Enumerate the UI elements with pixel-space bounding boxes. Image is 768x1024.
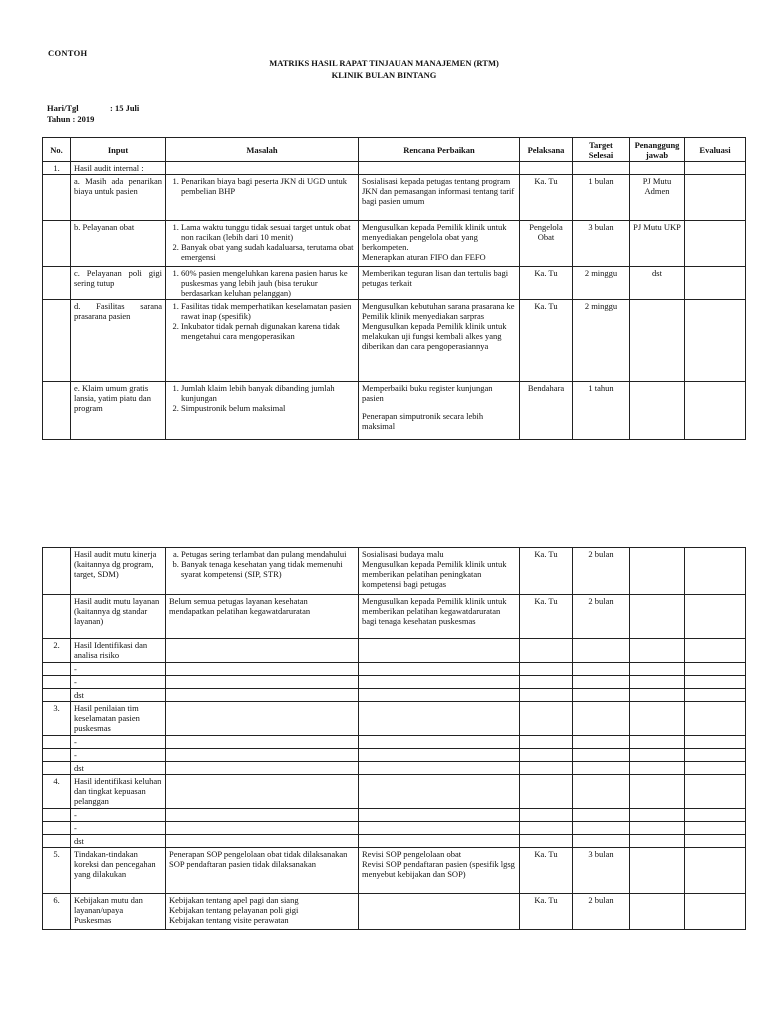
rtm-table-part-1 bbox=[42, 137, 746, 440]
table-row bbox=[43, 809, 746, 822]
row-rencana bbox=[359, 221, 520, 267]
table-row bbox=[43, 894, 746, 930]
masalah-line: Kebijakan tentang pelayanan poli gigi bbox=[169, 905, 299, 915]
row-target: 3 bulan bbox=[573, 848, 630, 894]
row-masalah bbox=[166, 300, 359, 382]
row-pelaksana: Ka. Tu bbox=[520, 848, 573, 894]
table-row bbox=[43, 736, 746, 749]
row-target: 2 minggu bbox=[573, 267, 630, 300]
table-row bbox=[43, 762, 746, 775]
table-row bbox=[43, 267, 746, 300]
header-pelaksana: Pelaksana bbox=[520, 138, 573, 162]
row-input: Hasil penilaian tim keselamatan pasien puskesmas bbox=[71, 702, 166, 736]
row-input: - bbox=[71, 809, 166, 822]
table-header-row bbox=[43, 138, 746, 162]
date-line bbox=[47, 103, 140, 113]
row-pelaksana: Ka. Tu bbox=[520, 300, 573, 382]
row-masalah bbox=[166, 175, 359, 221]
row-input: c. Pelayanan poli gigi sering tutup bbox=[71, 267, 166, 300]
row-no: 6. bbox=[43, 894, 71, 930]
row-rencana: Memberikan teguran lisan dan tertulis bagi petugas terkait bbox=[359, 267, 520, 300]
rencana-line: Mengusulkan kepada Pemilik klinik untuk melakukan uji fungsi kembali alkes yang diberikan dan cara pengoperasiannya bbox=[362, 321, 507, 351]
date-label: Hari/Tgl bbox=[47, 103, 79, 113]
row-masalah bbox=[166, 548, 359, 595]
list-item: 1. Jumlah klaim lebih banyak dibanding jumlah kunjungan bbox=[181, 383, 355, 403]
rencana-line: Mengusulkan kebutuhan sarana prasarana ke Pemilik klinik menyediakan sarpras bbox=[362, 301, 515, 321]
row-rencana bbox=[359, 382, 520, 440]
row-input: Hasil Identifikasi dan analisa risiko bbox=[71, 639, 166, 663]
row-target: 2 bulan bbox=[573, 548, 630, 595]
row-no: 5. bbox=[43, 848, 71, 894]
row-rencana bbox=[359, 848, 520, 894]
row-masalah bbox=[166, 382, 359, 440]
rencana-line: Menerapkan aturan FIFO dan FEFO bbox=[362, 252, 486, 262]
row-pj: PJ Mutu UKP bbox=[630, 221, 685, 267]
row-input: - bbox=[71, 663, 166, 676]
table-row bbox=[43, 548, 746, 595]
row-input: dst bbox=[71, 689, 166, 702]
row-input: dst bbox=[71, 835, 166, 848]
row-input: dst bbox=[71, 762, 166, 775]
row-masalah: Belum semua petugas layanan kesehatan mendapatkan pelatihan kegawatdaruratan bbox=[166, 595, 359, 639]
row-input: Tindakan-tindakan koreksi dan pencegahan yang dilakukan bbox=[71, 848, 166, 894]
example-label: CONTOH bbox=[48, 48, 88, 58]
document-subtitle: KLINIK BULAN BINTANG bbox=[331, 70, 437, 80]
table-row bbox=[43, 702, 746, 736]
table-row bbox=[43, 639, 746, 663]
rencana-line: Penerapan simputronik secara lebih maksimal bbox=[362, 411, 484, 431]
row-input: - bbox=[71, 749, 166, 762]
row-no: 2. bbox=[43, 639, 71, 663]
table-row bbox=[43, 162, 746, 175]
rtm-table-part-2 bbox=[42, 547, 746, 930]
rencana-line: Mengusulkan kepada Pemilik klinik untuk menyediakan pengelola obat yang berkompeten. bbox=[362, 222, 507, 252]
row-no: 1. bbox=[43, 162, 71, 175]
row-target: 2 minggu bbox=[573, 300, 630, 382]
row-pj: dst bbox=[630, 267, 685, 300]
list-item: 1. Penarikan biaya bagi peserta JKN di UGD untuk pembelian BHP bbox=[181, 176, 355, 196]
row-no: 4. bbox=[43, 775, 71, 809]
masalah-line: Penerapan SOP pengelolaan obat tidak dilaksanakan bbox=[169, 849, 348, 859]
table-row bbox=[43, 175, 746, 221]
header-masalah: Masalah bbox=[166, 138, 359, 162]
masalah-line: SOP pendaftaran pasien tidak dilaksanakan bbox=[169, 859, 316, 869]
list-item: 2. Banyak obat yang sudah kadaluarsa, terutama obat emergensi bbox=[181, 242, 355, 262]
list-item: 2. Simpustronik belum maksimal bbox=[181, 403, 355, 413]
masalah-line: Kebijakan tentang apel pagi dan siang bbox=[169, 895, 299, 905]
header-input: Input bbox=[71, 138, 166, 162]
row-input: - bbox=[71, 736, 166, 749]
document-title: MATRIKS HASIL RAPAT TINJAUAN MANAJEMEN (RTM) bbox=[269, 58, 499, 68]
rencana-line: Sosialisasi budaya malu bbox=[362, 549, 444, 559]
date-value: : 15 Juli bbox=[110, 103, 140, 113]
row-rencana bbox=[359, 300, 520, 382]
table-row bbox=[43, 300, 746, 382]
row-pelaksana: Ka. Tu bbox=[520, 548, 573, 595]
row-rencana: Mengusulkan kepada Pemilik klinik untuk memberikan pelatihan kegawatdaruratan bagi tenaga kesehatan puskesmas bbox=[359, 595, 520, 639]
table-row bbox=[43, 848, 746, 894]
row-input: a. Masih ada penarikan biaya untuk pasien bbox=[71, 175, 166, 221]
table-row bbox=[43, 382, 746, 440]
row-input: Kebijakan mutu dan layanan/upaya Puskesmas bbox=[71, 894, 166, 930]
table-row bbox=[43, 749, 746, 762]
header-evaluasi: Evaluasi bbox=[685, 138, 746, 162]
table-row bbox=[43, 663, 746, 676]
table-row bbox=[43, 221, 746, 267]
row-masalah bbox=[166, 221, 359, 267]
list-item: a. Petugas sering terlambat dan pulang mendahului bbox=[181, 549, 355, 559]
list-item: b. Banyak tenaga kesehatan yang tidak memenuhi syarat kompetensi (SIP, STR) bbox=[181, 559, 355, 579]
row-rencana bbox=[359, 548, 520, 595]
row-pelaksana: Pengelola Obat bbox=[520, 221, 573, 267]
row-input: Hasil audit mutu layanan (kaitannya dg standar layanan) bbox=[71, 595, 166, 639]
header-pj: Penanggung jawab bbox=[630, 138, 685, 162]
row-pj: PJ Mutu Admen bbox=[630, 175, 685, 221]
table-row bbox=[43, 835, 746, 848]
table-row bbox=[43, 822, 746, 835]
row-masalah bbox=[166, 894, 359, 930]
row-target: 1 bulan bbox=[573, 175, 630, 221]
row-pelaksana: Bendahara bbox=[520, 382, 573, 440]
rencana-line: Mengusulkan kepada Pemilik klinik untuk memberikan pelatihan peningkatan kompetensi bagi petugas bbox=[362, 559, 507, 589]
row-input: Hasil audit mutu kinerja (kaitannya dg program, target, SDM) bbox=[71, 548, 166, 595]
row-input: Hasil identifikasi keluhan dan tingkat kepuasan pelanggan bbox=[71, 775, 166, 809]
table-row bbox=[43, 689, 746, 702]
row-input: b. Pelayanan obat bbox=[71, 221, 166, 267]
rencana-line: Memperbaiki buku register kunjungan pasien bbox=[362, 383, 493, 403]
row-pelaksana: Ka. Tu bbox=[520, 267, 573, 300]
row-pelaksana: Ka. Tu bbox=[520, 894, 573, 930]
row-input: Hasil audit internal : bbox=[71, 162, 166, 175]
row-input: - bbox=[71, 822, 166, 835]
row-pelaksana: Ka. Tu bbox=[520, 595, 573, 639]
row-target: 2 bulan bbox=[573, 894, 630, 930]
row-input: d. Fasilitas sarana prasarana pasien bbox=[71, 300, 166, 382]
row-pelaksana: Ka. Tu bbox=[520, 175, 573, 221]
list-item: 1. Fasilitas tidak memperhatikan keselamatan pasien rawat inap (spesifik) bbox=[181, 301, 355, 321]
row-input: - bbox=[71, 676, 166, 689]
row-rencana: Sosialisasi kepada petugas tentang program JKN dan pemasangan informasi tentang tarif bagi pasien umum bbox=[359, 175, 520, 221]
header-target: Target Selesai bbox=[573, 138, 630, 162]
year-line: Tahun : 2019 bbox=[47, 114, 95, 124]
row-masalah bbox=[166, 267, 359, 300]
masalah-line: Kebijakan tentang visite perawatan bbox=[169, 915, 289, 925]
row-target: 2 bulan bbox=[573, 595, 630, 639]
row-masalah bbox=[166, 848, 359, 894]
table-row bbox=[43, 775, 746, 809]
row-target: 3 bulan bbox=[573, 221, 630, 267]
row-input: e. Klaim umum gratis lansia, yatim piatu dan program bbox=[71, 382, 166, 440]
list-item: 1. Lama waktu tunggu tidak sesuai target untuk obat non racikan (lebih dari 10 menit) bbox=[181, 222, 355, 242]
header-rencana: Rencana Perbaikan bbox=[359, 138, 520, 162]
table-row bbox=[43, 595, 746, 639]
rencana-line: Revisi SOP pengelolaan obat bbox=[362, 849, 462, 859]
list-item: 1. 60% pasien mengeluhkan karena pasien harus ke puskesmas yang lebih jauh (bisa terukur berdasarkan keluhan pelanggan) bbox=[181, 268, 355, 298]
rencana-line: Revisi SOP pendaftaran pasien (spesifik lgsg menyebut kebijakan dan SOP) bbox=[362, 859, 515, 879]
row-no: 3. bbox=[43, 702, 71, 736]
header-no: No. bbox=[43, 138, 71, 162]
list-item: 2. Inkubator tidak pernah digunakan karena tidak mengetahui cara mengoperasikan bbox=[181, 321, 355, 341]
row-target: 1 tahun bbox=[573, 382, 630, 440]
table-row bbox=[43, 676, 746, 689]
